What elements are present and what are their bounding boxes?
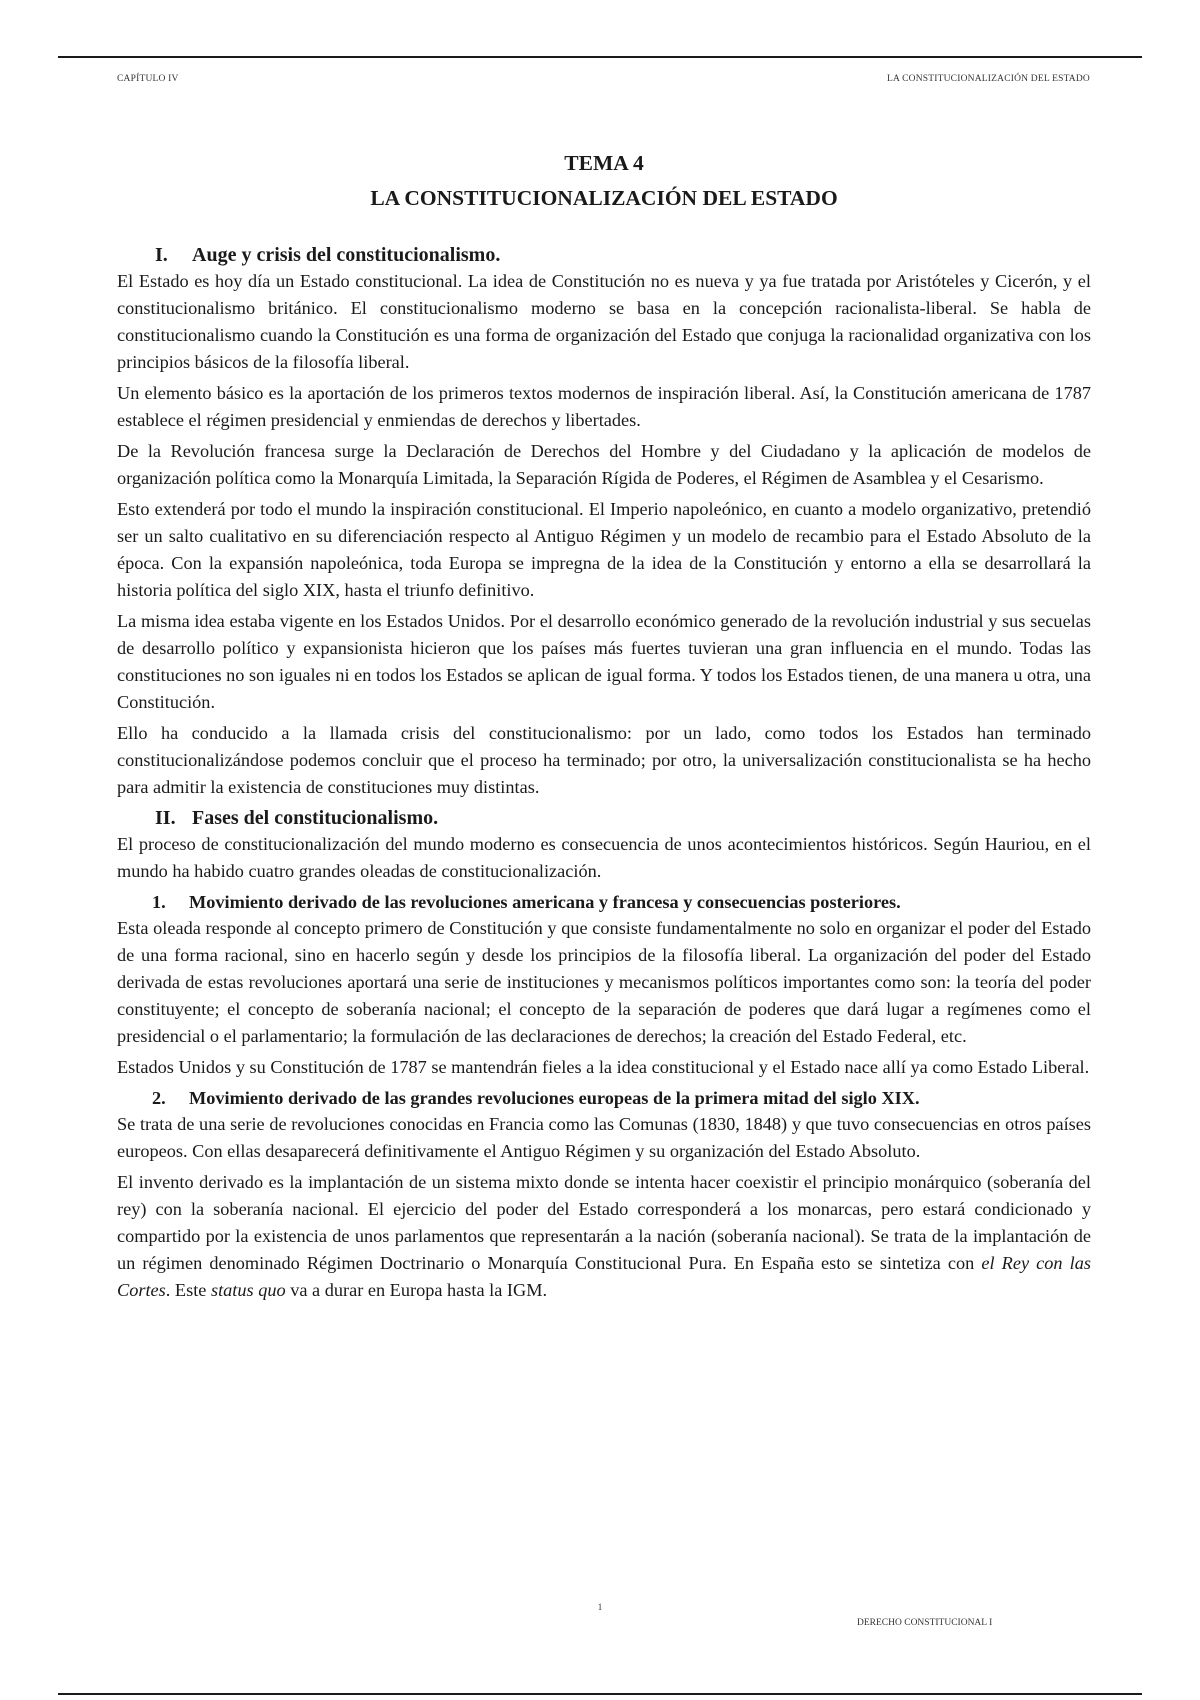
text-run: va a durar en Europa hasta la IGM. [285,1280,548,1300]
italic-phrase: el Rey con las Cortes [117,1253,1091,1300]
section-2-heading [117,805,1091,831]
section-1-number: I. [155,244,168,266]
title-line-2: LA CONSTITUCIONALIZACIÓN DEL ESTADO [370,186,838,210]
subsection-1-title: Movimiento derivado de las revoluciones americana y francesa y consecuencias posteriores. [189,892,901,912]
section-2-title: Fases del constitucionalismo. [192,807,439,829]
paragraph: De la Revolución francesa surge la Declaración de Derechos del Hombre y del Ciudadano y la aplicación de modelos de organización política como la Monarquía Limitada, la Separación Rígida de Poderes, el Régimen de Asamblea y el Cesarismo. [117,441,1091,488]
footer-course: DERECHO CONSTITUCIONAL I [857,1618,993,1628]
page-number: 1 [597,1602,603,1612]
section-1-heading [117,242,1091,268]
text-run: . Este [165,1280,211,1300]
paragraph: Esta oleada responde al concepto primero de Constitución y que consiste fundamentalmente no solo en organizar el poder del Estado de una forma racional, sino en hacerlo según y desde los principios de la filosofía liberal. La organización del poder del Estado derivada de estas revoluciones aportará una serie de instituciones y mecanismos políticos importantes como son: la teoría del poder constituyente; el concepto de soberanía nacional; el concepto de la separación de poderes que dará lugar a regímenes como el presidencial o el parlamentario; la formulación de las declaraciones de derechos; la creación del Estado Federal, etc. [117,918,1091,1046]
paragraph: Ello ha conducido a la llamada crisis del constitucionalismo: por un lado, como todos los Estados han terminado constitucionalizándose podemos concluir que el proceso ha terminado; por otro, la universalización constitucionalista se ha hecho para admitir la existencia de constituciones muy distintas. [117,723,1091,797]
paragraph: Un elemento básico es la aportación de los primeros textos modernos de inspiración liberal. Así, la Constitución americana de 1787 establece el régimen presidencial y enmiendas de derechos y libertades. [117,383,1091,430]
section-2-number: II. [155,807,176,829]
paragraph: Se trata de una serie de revoluciones conocidas en Francia como las Comunas (1830, 1848) y que tuvo consecuencias en otros países europeos. Con ellas desaparecerá definitivamente el Antiguo Régimen y su organización del Estado Absoluto. [117,1114,1091,1161]
header-topic: LA CONSTITUCIONALIZACIÓN DEL ESTADO [887,74,1090,84]
text-run: El invento derivado es la implantación de un sistema mixto donde se intenta hacer coexistir el principio monárquico (soberanía del rey) con la soberanía nacional. El ejercicio del poder del Estado corresponderá a los monarcas, pero estará condicionado y compartido por la existencia de unos parlamentos que representarán a la nación (soberanía nacional). Se trata de la implantación de un régimen denominado Régimen Doctrinario o Monarquía Constitucional Pura. En España esto se sintetiza con [117,1172,1091,1273]
subsection-2-number: 2. [152,1088,166,1108]
paragraph: La misma idea estaba vigente en los Estados Unidos. Por el desarrollo económico generado de la revolución industrial y sus secuelas de desarrollo político y expansionista hicieron que los países más fuertes tuvieran una gran influencia en el mundo. Todas las constituciones no son iguales ni en todos los Estados se aplican de igual forma. Y todos los Estados tienen, de una manera u otra, una Constitución. [117,611,1091,712]
document-body [117,146,1091,1308]
paragraph: Estados Unidos y su Constitución de 1787 se mantendrán fieles a la idea constitucional y el Estado nace allí ya como Estado Liberal. [117,1057,1090,1077]
paragraph: El proceso de constitucionalización del mundo moderno es consecuencia de unos acontecimientos históricos. Según Hauriou, en el mundo ha habido cuatro grandes oleadas de constitucionalización. [117,834,1091,881]
section-1-title: Auge y crisis del constitucionalismo. [192,244,501,266]
page-title [117,146,1091,216]
paragraph-with-italics [117,1169,1091,1304]
subsection-2-heading [117,1085,1091,1111]
subsection-1-number: 1. [152,892,166,912]
paragraph: Esto extenderá por todo el mundo la inspiración constitucional. El Imperio napoleónico, en cuanto a modelo organizativo, pretendió ser un salto cualitativo en su diferenciación respecto al Antiguo Régimen y un modelo de recambio para el Estado Absoluto de la época. Con la expansión napoleónica, toda Europa se impregna de la idea de la Constitución y entorno a ella se desarrollará la historia política del siglo XIX, hasta el triunfo definitivo. [117,499,1091,600]
top-rule [58,56,1142,58]
subsection-1-heading [117,889,1091,915]
bottom-rule [58,1693,1142,1695]
subsection-2-title: Movimiento derivado de las grandes revoluciones europeas de la primera mitad del siglo XIX. [189,1088,920,1108]
header-chapter: CAPÍTULO IV [117,74,179,84]
paragraph: El Estado es hoy día un Estado constitucional. La idea de Constitución no es nueva y ya fue tratada por Aristóteles y Cicerón, y el constitucionalismo británico. El constitucionalismo moderno se basa en la concepción racionalista-liberal. Se habla de constitucionalismo cuando la Constitución es una forma de organización del Estado que conjuga la racionalidad organizativa con los principios básicos de la filosofía liberal. [117,271,1091,372]
italic-phrase: status quo [210,1280,286,1300]
title-line-1: TEMA 4 [564,151,644,175]
